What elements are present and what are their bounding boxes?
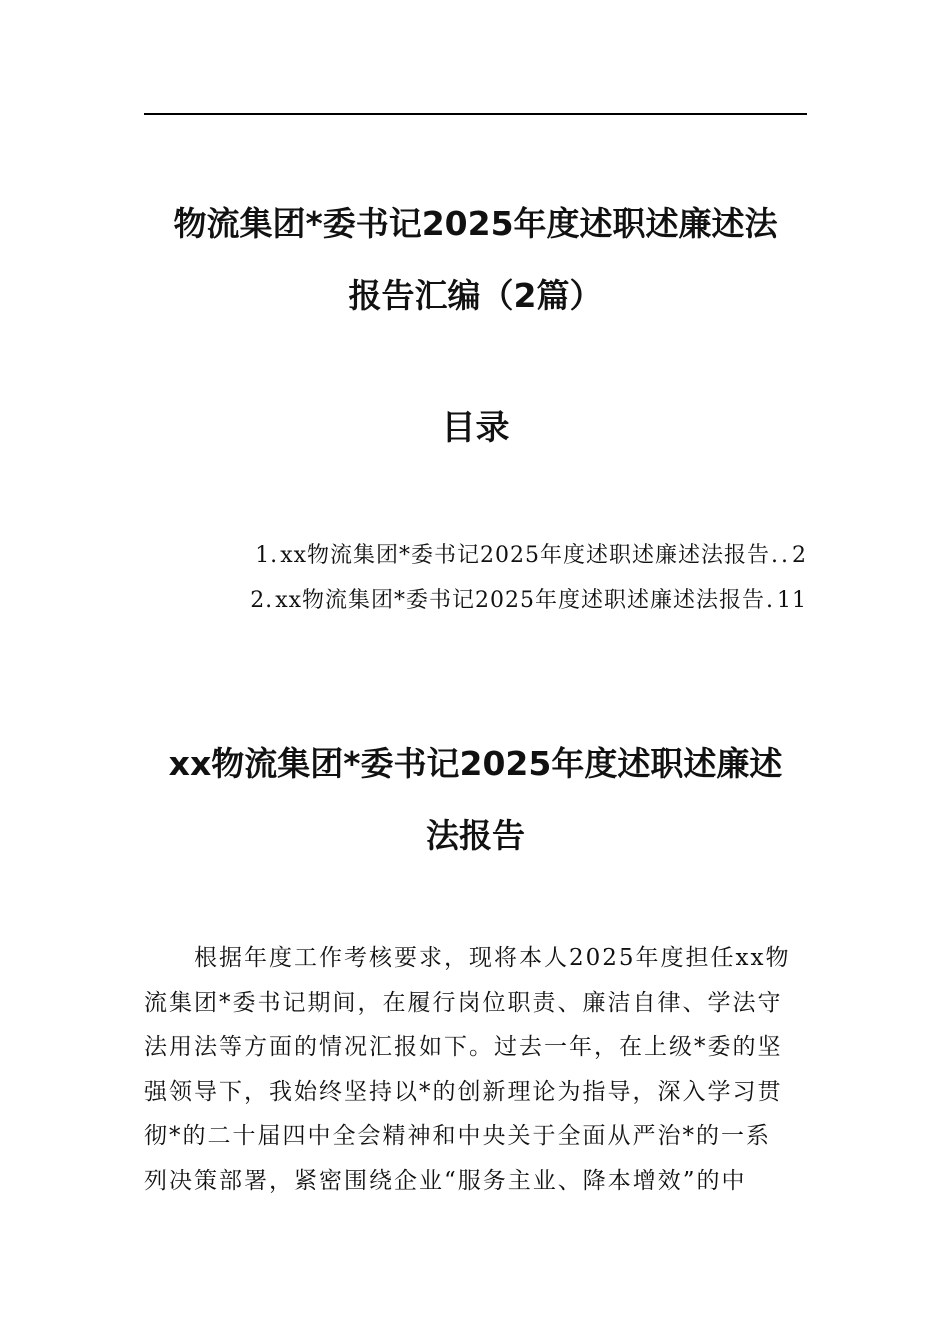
toc-entry-page: 2 — [792, 543, 807, 568]
toc-entry-text: xx物流集团*委书记2025年度述职述廉述法报告 — [275, 588, 765, 613]
body-line: 彻*的二十届四中全会精神和中央关于全面从严治*的一系 — [144, 1123, 771, 1149]
body-line: 根据年度工作考核要求，现将本人2025年度担任xx物 — [144, 945, 791, 971]
toc-entry-number: 2. — [250, 588, 274, 613]
body-line: 流集团*委书记期间，在履行岗位职责、廉洁自律、学法守 — [144, 989, 783, 1016]
toc-entry[interactable] — [195, 538, 807, 574]
body-paragraph — [144, 936, 807, 1203]
section-title-line-1: xx物流集团*委书记2025年度述职述廉述 — [168, 744, 783, 783]
toc-entry-leader: .. — [771, 543, 791, 568]
document-title-line-2: 报告汇编（2篇） — [348, 276, 603, 315]
table-of-contents — [195, 538, 807, 628]
toc-entry-leader: . — [766, 588, 776, 613]
body-line: 法用法等方面的情况汇报如下。过去一年，在上级*委的坚 — [144, 1034, 783, 1060]
section-title-line-2: 法报告 — [426, 816, 525, 855]
toc-entry-page: 11 — [777, 588, 807, 613]
body-line: 强领导下，我始终坚持以*的创新理论为指导，深入学习贯 — [144, 1078, 783, 1105]
header-rule — [144, 113, 807, 115]
section-title — [144, 728, 807, 872]
toc-entry[interactable] — [195, 583, 807, 619]
toc-entry-text: xx物流集团*委书记2025年度述职述廉述法报告 — [280, 543, 770, 568]
body-line: 列决策部署，紧密围绕企业“服务主业、降本增效”的中 — [144, 1167, 747, 1194]
toc-entry-number: 1. — [255, 543, 279, 568]
document-title-line-1: 物流集团*委书记2025年度述职述廉述法 — [173, 204, 778, 243]
toc-heading: 目录 — [441, 408, 510, 448]
document-title — [144, 188, 807, 332]
